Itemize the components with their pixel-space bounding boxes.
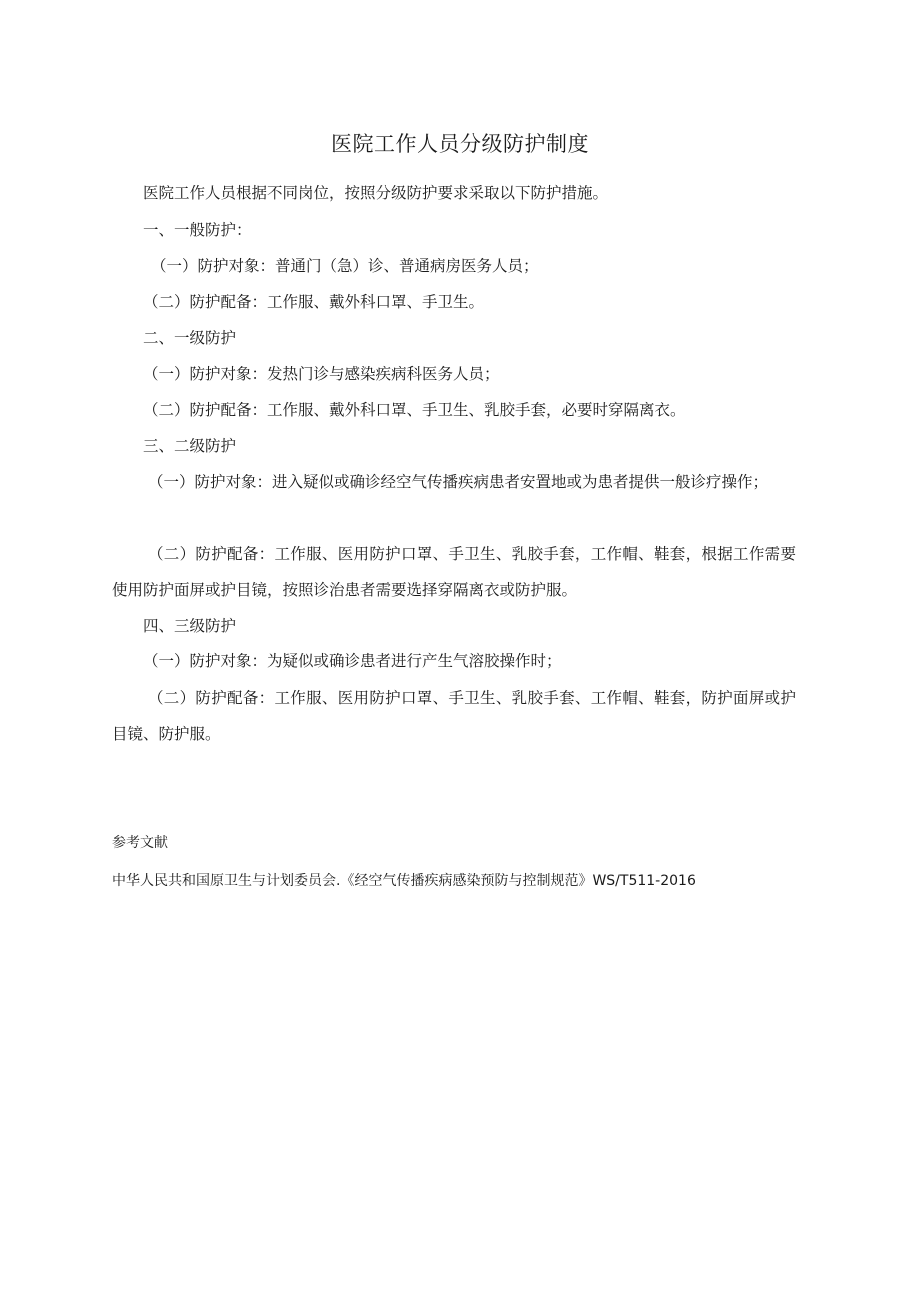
section-heading-general: 一、一般防护： [143,221,252,239]
section-heading-level-3: 四、三级防护 [143,617,237,635]
section-heading-level-1: 二、一级防护 [143,329,237,347]
reference-item: 中华人民共和国原卫生与计划委员会.《经空气传播疾病感染预防与控制规范》WS/T511-2016 [112,873,696,889]
page-title: 医院工作人员分级防护制度 [331,132,589,156]
section-heading-level-2: 三、二级防护 [143,437,237,455]
general-protection-equipment: （二）防护配备：工作服、戴外科口罩、手卫生。 [143,293,485,311]
level-1-target: （一）防护对象：发热门诊与感染疾病科医务人员； [143,365,500,383]
references-heading: 参考文献 [112,835,168,851]
level-2-target: （一）防护对象：进入疑似或确诊经空气传播疾病患者安置地或为患者提供一般诊疗操作； [148,473,769,491]
level-2-equipment: （二）防护配备：工作服、医用防护口罩、手卫生、乳胶手套，工作帽、鞋套，根据工作需要使用防护面屏或护目镜，按照诊治患者需要选择穿隔离衣或防护服。 [112,545,796,599]
level-3-target: （一）防护对象：为疑似或确诊患者进行产生气溶胶操作时； [143,652,562,670]
intro-paragraph: 医院工作人员根据不同岗位，按照分级防护要求采取以下防护措施。 [143,184,609,202]
level-1-equipment: （二）防护配备：工作服、戴外科口罩、手卫生、乳胶手套，必要时穿隔离衣。 [143,401,686,419]
general-protection-target: （一）防护对象：普通门（急）诊、普通病房医务人员； [151,257,539,275]
level-3-equipment: （二）防护配备：工作服、医用防护口罩、手卫生、乳胶手套、工作帽、鞋套，防护面屏或护目镜、防护服。 [112,689,796,743]
